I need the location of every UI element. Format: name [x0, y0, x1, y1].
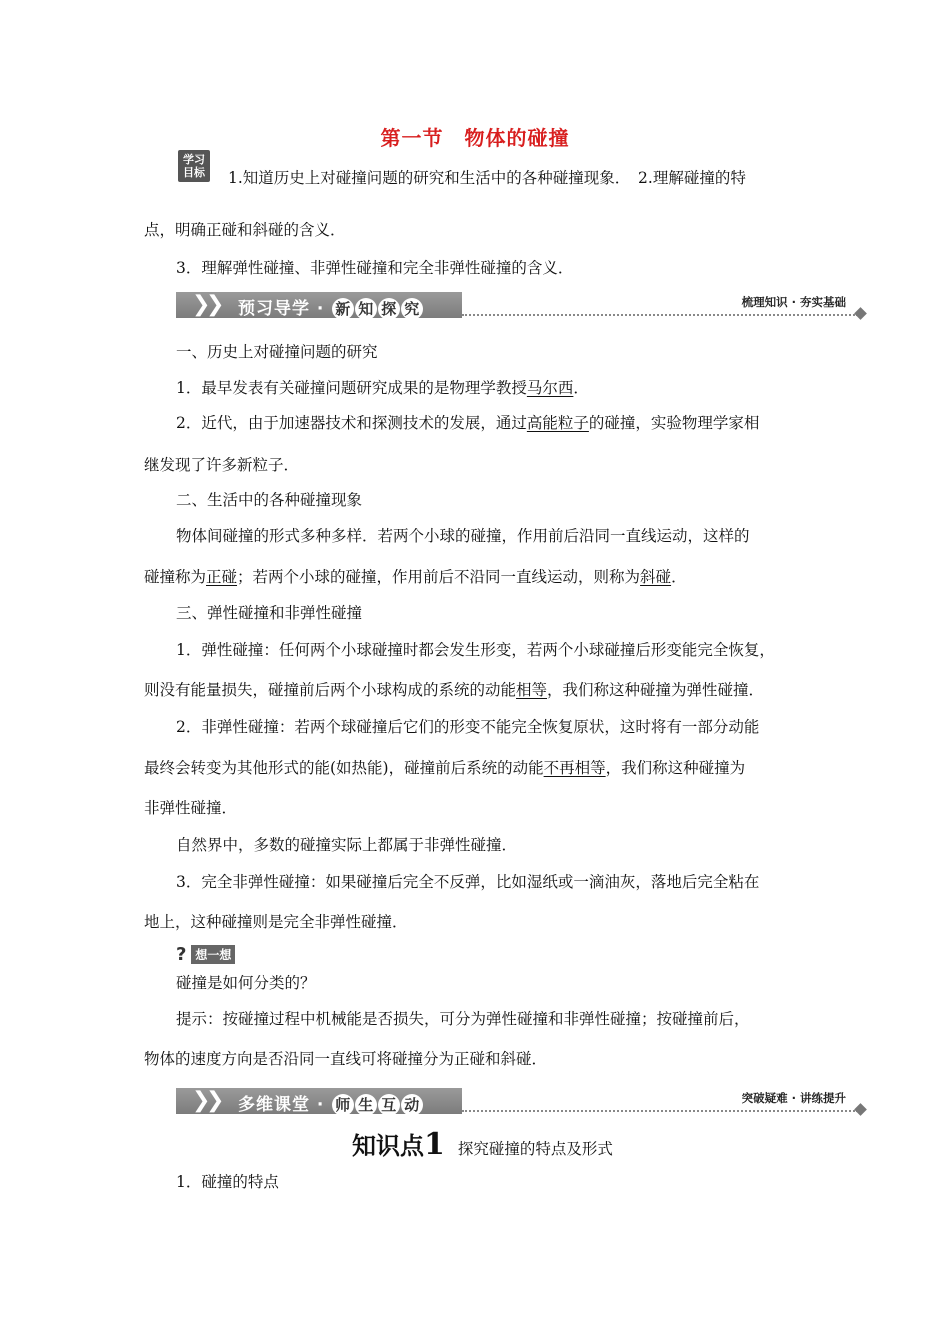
banner-circle-char: 师 — [332, 1094, 354, 1116]
text-span: 则没有能量损失，碰撞前后两个小球构成的系统的动能 — [144, 681, 517, 699]
chevron-right-icon: ❯ — [192, 1088, 211, 1113]
text-span: 的碰撞，实验物理学家相 — [588, 414, 760, 432]
chevron-right-icon: ❯ — [206, 292, 225, 317]
think-answer-line1: 提示：按碰撞过程中机械能是否损失，可分为弹性碰撞和非弹性碰撞；按碰撞前后， — [176, 1010, 750, 1028]
answer-underlined: 相等 — [516, 681, 548, 699]
text-span: ，我们称这种碰撞为弹性碰撞． — [547, 681, 765, 699]
section2-heading: 二、生活中的各种碰撞现象 — [176, 491, 363, 509]
section1-heading: 一、历史上对碰撞问题的研究 — [176, 343, 378, 361]
banner-circle-char: 究 — [401, 298, 423, 320]
section3-p1-line1: 1．弹性碰撞：任何两个小球碰撞时都会发生形变，若两个小球碰撞后形变能完全恢复， — [176, 641, 775, 659]
banner-dotted-line — [462, 1110, 858, 1112]
section3-heading: 三、弹性碰撞和非弹性碰撞 — [176, 604, 363, 622]
chevron-right-icon: ❯ — [192, 292, 211, 317]
text-span: 1．最早发表有关碰撞问题研究成果的是物理学教授 — [176, 379, 527, 397]
banner-dot: · — [316, 1095, 325, 1115]
banner-classroom — [176, 1088, 868, 1118]
section2-line2 — [144, 565, 687, 587]
answer-underlined: 正碰 — [206, 568, 238, 586]
section3-p2-line3: 非弹性碰撞． — [144, 799, 238, 817]
answer-underlined: 马尔西 — [526, 379, 574, 397]
page-title: 第一节 物体的碰撞 — [380, 126, 570, 150]
section3-p4-line1: 3．完全非弹性碰撞：如果碰撞后完全不反弹，比如湿纸或一滴油灰，落地后完全粘在 — [176, 873, 760, 891]
banner-title — [238, 294, 423, 320]
section3-p1-line2 — [144, 678, 764, 700]
answer-underlined: 斜碰 — [640, 568, 672, 586]
section1-p1 — [176, 376, 589, 398]
objectives-line1: 1.知道历史上对碰撞问题的研究和生活中的各种碰撞现象． 2.理解碰撞的特 — [228, 169, 746, 187]
banner-title — [238, 1090, 423, 1116]
think-question: 碰撞是如何分类的？ — [176, 974, 316, 992]
diamond-icon — [854, 1103, 867, 1116]
objectives-line2: 点，明确正碰和斜碰的含义． — [144, 221, 346, 239]
banner-circle-char: 探 — [378, 298, 400, 320]
think-badge: 想一想 — [191, 945, 235, 964]
knowledge-point-number: 1 — [424, 1127, 445, 1162]
section3-p4-line2: 地上，这种碰撞则是完全非弹性碰撞． — [144, 913, 408, 931]
answer-underlined: 高能粒子 — [526, 414, 589, 432]
objectives-badge — [178, 150, 210, 182]
objectives-line3: 3．理解弹性碰撞、非弹性碰撞和完全非弹性碰撞的含义． — [176, 259, 574, 277]
section3-p2-line1: 2．非弹性碰撞：若两个球碰撞后它们的形变不能完全恢复原状，这时将有一部分动能 — [176, 718, 760, 736]
think-label — [176, 944, 235, 965]
section2-line1: 物体间碰撞的形式多种多样．若两个小球的碰撞，作用前后沿同一直线运动，这样的 — [176, 527, 750, 545]
section3-p2-line2 — [144, 756, 745, 778]
chevron-right-icon: ❯ — [206, 1088, 225, 1113]
objectives-badge-line2: 目标 — [183, 166, 205, 179]
question-mark-icon: ? — [176, 944, 187, 965]
section1-p2 — [176, 411, 759, 433]
banner-left-text: 多维课堂 — [238, 1095, 310, 1115]
think-answer-line2: 物体的速度方向是否沿同一直线可将碰撞分为正碰和斜碰． — [144, 1050, 548, 1068]
knowledge-point-heading — [352, 1126, 613, 1162]
banner-preview — [176, 292, 868, 322]
banner-circle-char: 新 — [332, 298, 354, 320]
text-span: ． — [671, 568, 687, 586]
text-span: ，我们称这种碰撞为 — [605, 759, 746, 777]
banner-left-text: 预习导学 — [238, 299, 310, 319]
banner-right-text: 梳理知识 · 夯实基础 — [741, 295, 846, 309]
banner-circle-char: 互 — [378, 1094, 400, 1116]
text-span: 最终会转变为其他形式的能(如热能)，碰撞前后系统的动能 — [144, 759, 544, 777]
banner-dotted-line — [462, 314, 858, 316]
section1-p2-line2: 继发现了许多新粒子． — [144, 456, 300, 474]
section3-p3: 自然界中，多数的碰撞实际上都属于非弹性碰撞． — [176, 836, 518, 854]
banner-circle-char: 生 — [355, 1094, 377, 1116]
banner-dot: · — [316, 299, 325, 319]
banner-circle-char: 知 — [355, 298, 377, 320]
banner-circle-char: 动 — [401, 1094, 423, 1116]
objectives-badge-line1: 学习 — [183, 153, 205, 166]
text-span: 碰撞称为 — [144, 568, 207, 586]
knowledge-point-title: 探究碰撞的特点及形式 — [457, 1140, 613, 1158]
text-span: ． — [573, 379, 589, 397]
text-span: ；若两个小球的碰撞，作用前后不沿同一直线运动，则称为 — [237, 568, 641, 586]
last-line: 1．碰撞的特点 — [176, 1173, 279, 1191]
text-span: 2．近代，由于加速器技术和探测技术的发展，通过 — [176, 414, 527, 432]
knowledge-point-label: 知识点 — [352, 1131, 424, 1160]
diamond-icon — [854, 307, 867, 320]
answer-underlined: 不再相等 — [543, 759, 606, 777]
banner-right-text: 突破疑难 · 讲练提升 — [741, 1091, 846, 1105]
